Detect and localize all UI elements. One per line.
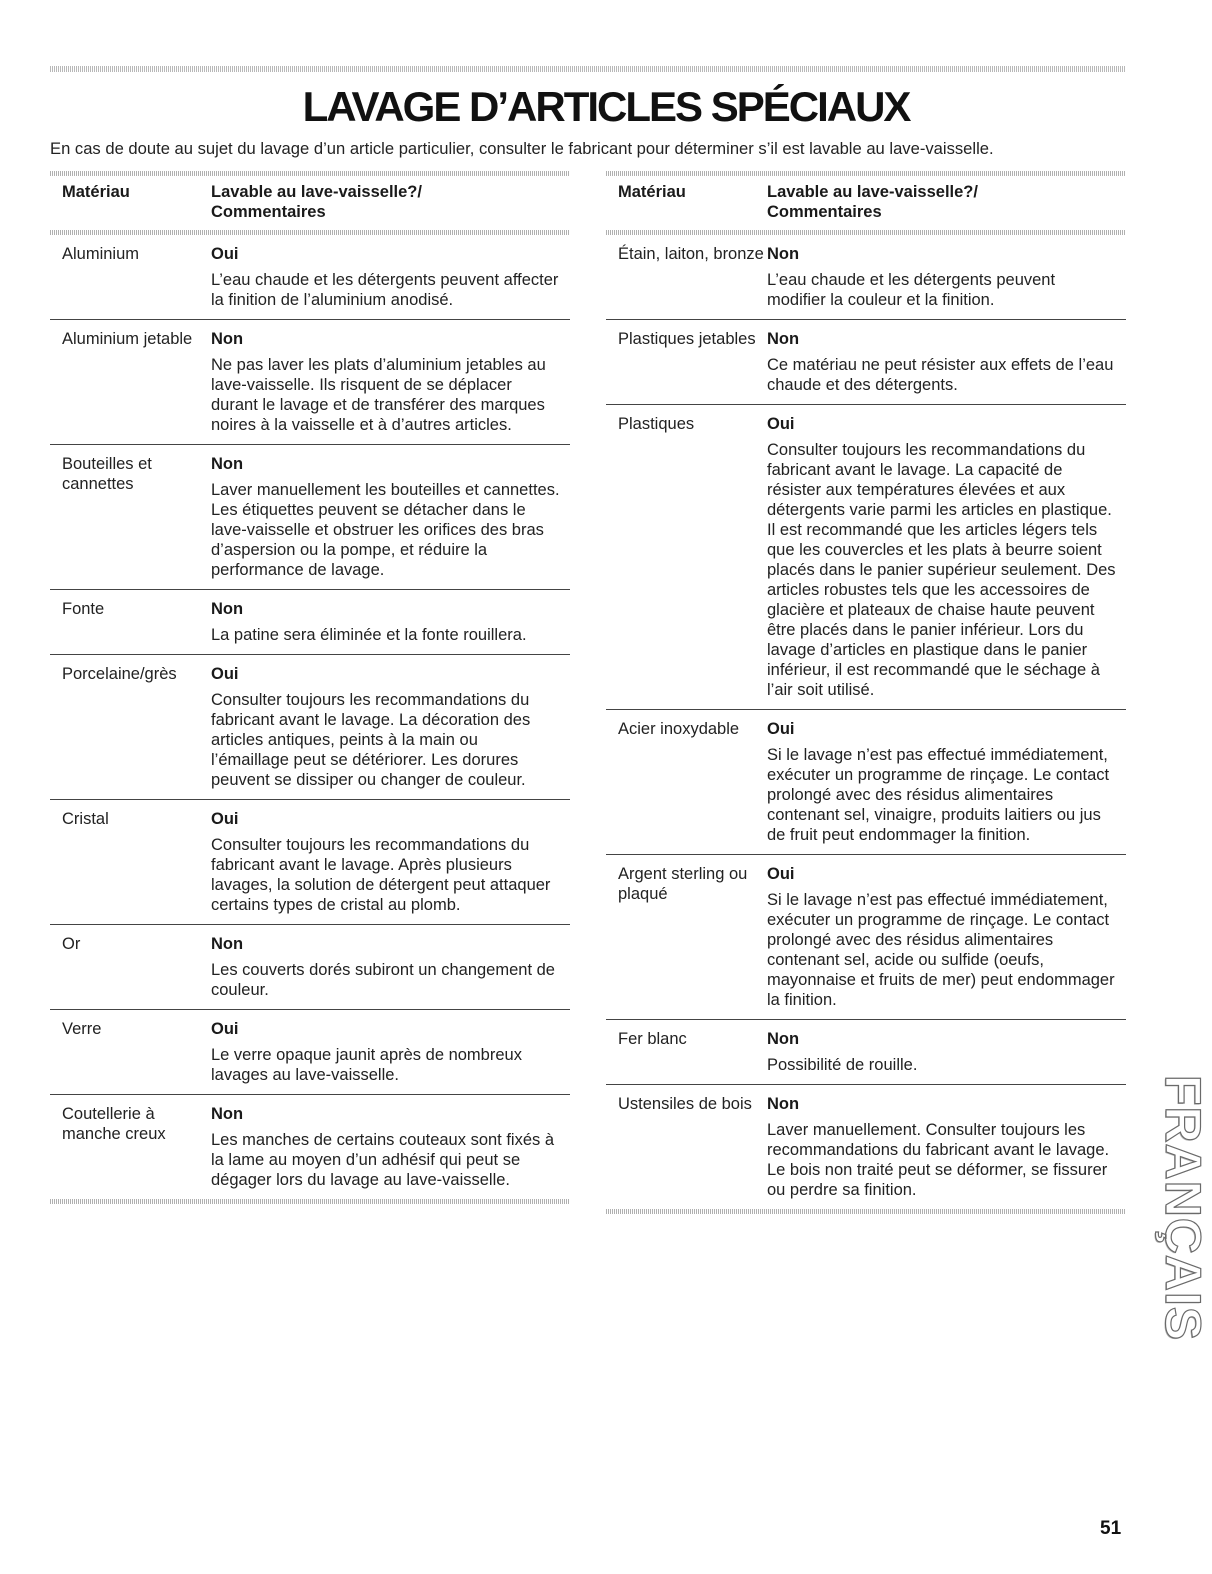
row-verdict: Oui: [211, 810, 239, 828]
row-comment: Consulter toujours les recommandations du fabricant avant le lavage. Après plusieurs lavages, la solution de détergent peut attaquer certains types de cristal au plomb.: [211, 836, 551, 914]
row-comment: Si le lavage n’est pas effectué immédiatement, exécuter un programme de rinçage. Le contact prolongé avec des résidus alimentaires contenant sel, vinaigre, produits laitiers ou jus de fruit peut endommager la finition.: [767, 746, 1110, 844]
right-table: [606, 171, 1126, 1214]
row-material: Aluminium: [62, 245, 140, 263]
header-comment-line2: Commentaires: [211, 203, 326, 221]
header-comment-line2: Commentaires: [767, 203, 882, 221]
table-row: [606, 235, 1126, 320]
row-comment: Possibilité de rouille.: [767, 1056, 918, 1074]
row-material: Plastiques jetables: [618, 330, 756, 348]
table-row: [50, 655, 570, 800]
row-material: Bouteilles et cannettes: [62, 455, 152, 493]
language-side-tab: [1155, 1066, 1212, 1350]
row-verdict: Oui: [211, 1020, 239, 1038]
row-verdict: Non: [767, 330, 800, 348]
header-comment: [211, 182, 570, 222]
row-comment: L’eau chaude et les détergents peuvent modifier la couleur et la finition.: [767, 271, 1056, 309]
table-row: [606, 855, 1126, 1020]
table-bottom-rule: [50, 1199, 570, 1204]
table-row: [606, 405, 1126, 710]
row-comment: Consulter toujours les recommandations du fabricant avant le lavage. La capacité de résister aux températures élevées et aux détergents varie parmi les articles en plastique. Il est recommandé que les articles légers tels que les couvercles et les plats à beurre soient placés dans le panier supérieur seulement. Des articles robustes tels que les accessoires de glacière et plateaux de chaise haute peuvent être placés dans le panier inférieur. Lors du lavage d’articles en plastique dans le panier inférieur, il est recommandé que le séchage à l’air soit utilisé.: [767, 441, 1116, 699]
row-verdict: Oui: [767, 415, 795, 433]
left-table: [50, 171, 570, 1204]
row-material: Argent sterling ou plaqué: [618, 865, 748, 903]
row-comment: Les manches de certains couteaux sont fixés à la lame au moyen d’un adhésif qui peut se dégager lors du lavage au lave-vaisselle.: [211, 1131, 555, 1189]
header-comment: [767, 182, 1126, 222]
row-comment: Le verre opaque jaunit après de nombreux lavages au lave-vaisselle.: [211, 1046, 522, 1084]
table-bottom-rule: [606, 1209, 1126, 1214]
row-material: Étain, laiton, bronze: [618, 245, 764, 263]
row-verdict: Non: [211, 330, 244, 348]
row-verdict: Non: [767, 1095, 800, 1113]
table-row: [50, 320, 570, 445]
row-material: Coutellerie à manche creux: [62, 1105, 166, 1143]
table-row: [606, 320, 1126, 405]
row-material: Porcelaine/grès: [62, 665, 177, 683]
table-row: [50, 925, 570, 1010]
row-verdict: Non: [211, 600, 244, 618]
table-row: [606, 1085, 1126, 1209]
table-header: [50, 176, 570, 230]
row-verdict: Oui: [767, 720, 795, 738]
row-material: Or: [62, 935, 81, 953]
row-comment: Consulter toujours les recommandations du fabricant avant le lavage. La décoration des articles antiques, peints à la main ou l’émaillage peut se détériorer. Les dorures peuvent se dissiper ou changer de couleur.: [211, 691, 531, 789]
row-verdict: Non: [767, 1030, 800, 1048]
row-comment: Laver manuellement. Consulter toujours les recommandations du fabricant avant le lavage. Le bois non traité peut se déformer, se fissurer ou perdre sa finition.: [767, 1121, 1110, 1199]
header-material: Matériau: [62, 183, 130, 201]
row-material: Aluminium jetable: [62, 330, 193, 348]
table-row: [606, 1020, 1126, 1085]
header-comment-line1: Lavable au lave-vaisselle?/: [211, 183, 422, 201]
top-dotted-rule: [50, 66, 1126, 72]
page-title: LAVAGE D’ARTICLES SPÉCIAUX: [302, 83, 910, 130]
language-label: FRANÇAIS: [1155, 1074, 1212, 1342]
table-row: [50, 445, 570, 590]
row-verdict: Non: [767, 245, 800, 263]
table-header: [606, 176, 1126, 230]
row-verdict: Non: [211, 455, 244, 473]
table-row: [50, 1095, 570, 1199]
table-row: [50, 1010, 570, 1095]
row-comment: Ne pas laver les plats d’aluminium jetables au lave-vaisselle. Ils risquent de se déplacer durant le lavage et de transférer des marques noires à la vaisselle et à d’autres articles.: [211, 356, 546, 434]
row-material: Ustensiles de bois: [618, 1095, 752, 1113]
page-number: 51: [1100, 1518, 1122, 1539]
table-row: [606, 710, 1126, 855]
row-material: Plastiques: [618, 415, 695, 433]
row-material: Verre: [62, 1020, 102, 1038]
row-comment: Les couverts dorés subiront un changement de couleur.: [211, 961, 555, 999]
row-verdict: Non: [211, 1105, 244, 1123]
table-row: [50, 590, 570, 655]
row-verdict: Oui: [211, 245, 239, 263]
row-verdict: Oui: [767, 865, 795, 883]
row-comment: Laver manuellement les bouteilles et cannettes. Les étiquettes peuvent se détacher dans le lave-vaisselle et obstruer les orifices des bras d’aspersion ou la pompe, et réduire la performance de lavage.: [211, 481, 560, 579]
header-material: Matériau: [618, 183, 686, 201]
row-comment: La patine sera éliminée et la fonte rouillera.: [211, 626, 527, 644]
row-comment: Ce matériau ne peut résister aux effets de l’eau chaude et des détergents.: [767, 356, 1114, 394]
row-material: Acier inoxydable: [618, 720, 740, 738]
table-row: [50, 235, 570, 320]
row-material: Cristal: [62, 810, 109, 828]
row-verdict: Oui: [211, 665, 239, 683]
header-comment-line1: Lavable au lave-vaisselle?/: [767, 183, 978, 201]
row-verdict: Non: [211, 935, 244, 953]
table-row: [50, 800, 570, 925]
row-comment: Si le lavage n’est pas effectué immédiatement, exécuter un programme de rinçage. Le contact prolongé avec des résidus alimentaires contenant sel, acide ou sulfide (oeufs, mayonnaise et fruits de mer) peut endommager la finition.: [767, 891, 1115, 1009]
intro-paragraph: En cas de doute au sujet du lavage d’un article particulier, consulter le fabricant pour déterminer s’il est lavable au lave-vaisselle.: [50, 139, 994, 158]
row-material: Fonte: [62, 600, 105, 618]
row-comment: L’eau chaude et les détergents peuvent affecter la finition de l’aluminium anodisé.: [211, 271, 559, 309]
row-material: Fer blanc: [618, 1030, 687, 1048]
